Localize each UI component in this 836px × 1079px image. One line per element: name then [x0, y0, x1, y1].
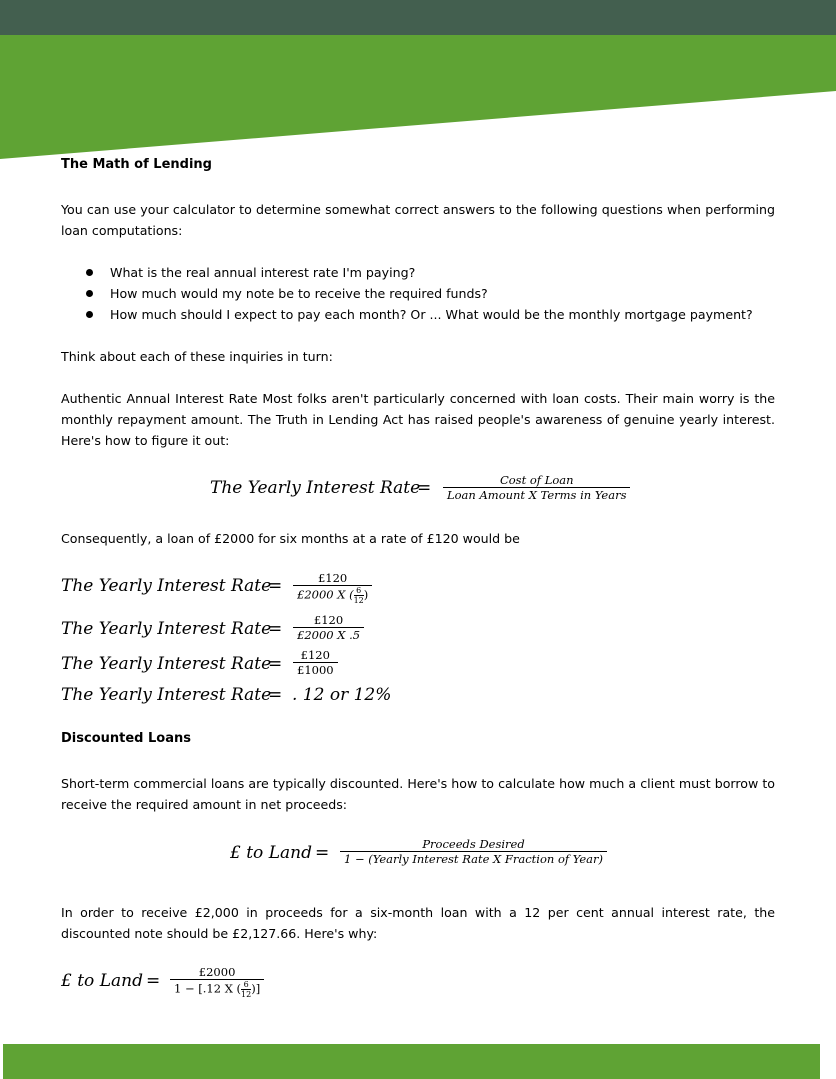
step1-equals: = — [268, 576, 283, 596]
discount-numerator: Proceeds Desired — [422, 837, 525, 851]
step1-fraction — [293, 571, 372, 605]
step2-numerator: £120 — [313, 613, 344, 627]
step2-equals: = — [268, 619, 283, 639]
step4-lhs: The Yearly Interest Rate — [61, 685, 272, 705]
intro-paragraph: You can use your calculator to determine somewhat correct answers to the following questions when performing loan computations: — [61, 202, 775, 238]
consequently-paragraph: Consequently, a loan of £2000 for six months at a rate of £120 would be — [61, 531, 520, 546]
step3-numerator: £120 — [300, 648, 330, 662]
bullet-icon — [86, 311, 93, 318]
step3-denominator: £1000 — [297, 663, 334, 677]
example-denominator: 1 − [.12 X ( $\frac{6}{12}$ )] — [174, 980, 261, 999]
example-numerator: £2000 — [198, 965, 236, 979]
step1-denominator: £2000 X ( $\frac{6}{12}$ ) — [297, 586, 369, 605]
example-formula-equals: = — [146, 971, 161, 991]
formula-equals: = — [417, 478, 432, 498]
bullet-icon — [86, 290, 93, 297]
step4-result: . 12 or 12% — [292, 685, 392, 705]
header-dark-band — [0, 0, 836, 35]
step1-numerator: £120 — [317, 571, 348, 585]
example-paragraph: In order to receive £2,000 in proceeds for a six-month loan with a 12 per cent annual interest rate, the discounted note should be £2,127.66. Here's why: — [61, 905, 775, 941]
discount-formula-equals: = — [315, 843, 330, 863]
list-item: How much should I expect to pay each month? Or ... What would be the monthly mortgage payment? — [61, 304, 753, 325]
section-title-discounted-loans: Discounted Loans — [61, 731, 191, 746]
bullet-icon — [86, 269, 93, 276]
question-list — [61, 262, 753, 325]
header-green-band — [0, 35, 836, 159]
formula-numerator: Cost of Loan — [499, 473, 574, 487]
step1-lhs: The Yearly Interest Rate — [61, 576, 272, 596]
formula-fraction — [443, 473, 630, 502]
discount-formula-lhs: £ to Land — [230, 843, 312, 863]
formula-lhs: The Yearly Interest Rate — [210, 478, 421, 498]
step3-fraction — [293, 648, 338, 677]
step2-lhs: The Yearly Interest Rate — [61, 619, 272, 639]
section-title-math-of-lending: The Math of Lending — [61, 157, 212, 172]
footer-green-band — [3, 1044, 820, 1079]
step3-lhs: The Yearly Interest Rate — [61, 654, 272, 674]
step4-equals: = — [268, 685, 283, 705]
formula-denominator: Loan Amount X Terms in Years — [447, 488, 627, 502]
interest-rate-paragraph: Authentic Annual Interest Rate Most folks aren't particularly concerned with loan costs. Their main worry is the monthly repayment amount. The Truth in Lending Act has raised people's awareness of genuine yearly interest. Here's how to figure it out: — [61, 391, 775, 448]
step2-denominator: £2000 X .5 — [297, 628, 361, 642]
discount-denominator: 1 − (Yearly Interest Rate X Fraction of Year) — [344, 852, 604, 866]
step3-equals: = — [268, 654, 283, 674]
list-item: What is the real annual interest rate I'm paying? — [61, 262, 753, 283]
list-item: How much would my note be to receive the required funds? — [61, 283, 753, 304]
discounted-intro-paragraph: Short-term commercial loans are typically discounted. Here's how to calculate how much a client must borrow to receive the required amount in net proceeds: — [61, 776, 775, 812]
example-formula-fraction — [170, 965, 264, 999]
step2-fraction — [293, 613, 364, 642]
example-formula-lhs: £ to Land — [61, 971, 143, 991]
think-paragraph: Think about each of these inquiries in turn: — [61, 349, 333, 364]
discount-formula-fraction — [340, 837, 607, 866]
